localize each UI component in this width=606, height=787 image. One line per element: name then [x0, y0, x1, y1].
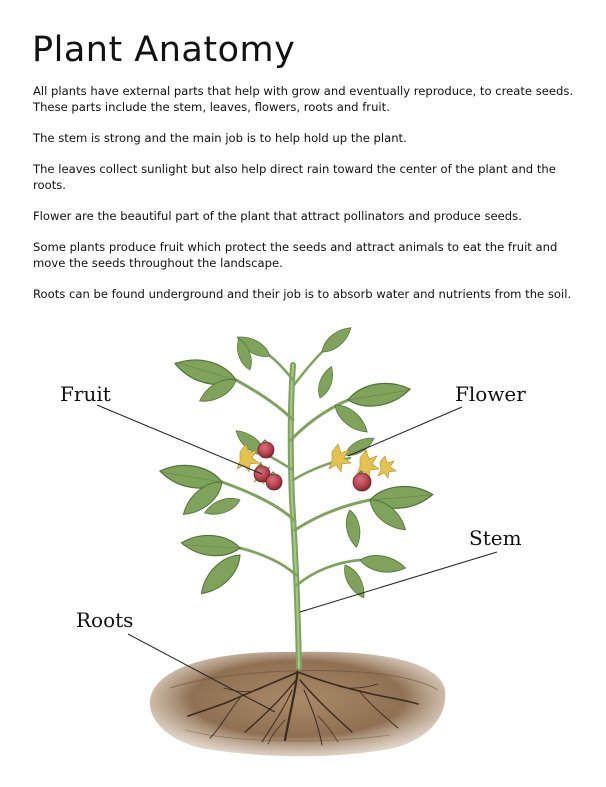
- fruit-label: Fruit: [60, 382, 111, 406]
- fruit-paragraph: Some plants produce fruit which protect the seeds and attract animals to eat the fruit and move the seeds throughout the landscape.: [33, 240, 558, 270]
- stem-label: Stem: [469, 526, 522, 550]
- roots-paragraph: Roots can be found underground and their job is to absorb water and nutrients from the soil.: [33, 287, 572, 301]
- stem-leader-line: [300, 552, 497, 612]
- fruit-leader-line: [97, 405, 262, 474]
- page-title: Plant Anatomy: [32, 30, 296, 70]
- intro-paragraph: All plants have external parts that help with grow and eventually reproduce, to create seeds. These parts include the stem, leaves, flowers, roots and fruit.: [33, 84, 574, 114]
- flower-paragraph: Flower are the beautiful part of the plant that attract pollinators and produce seeds.: [33, 209, 522, 223]
- roots-label: Roots: [76, 608, 134, 632]
- stem-paragraph: The stem is strong and the main job is to help hold up the plant.: [33, 131, 407, 145]
- flower-label: Flower: [455, 382, 526, 406]
- leaves-paragraph: The leaves collect sunlight but also help direct rain toward the center of the plant and the roots.: [33, 162, 556, 192]
